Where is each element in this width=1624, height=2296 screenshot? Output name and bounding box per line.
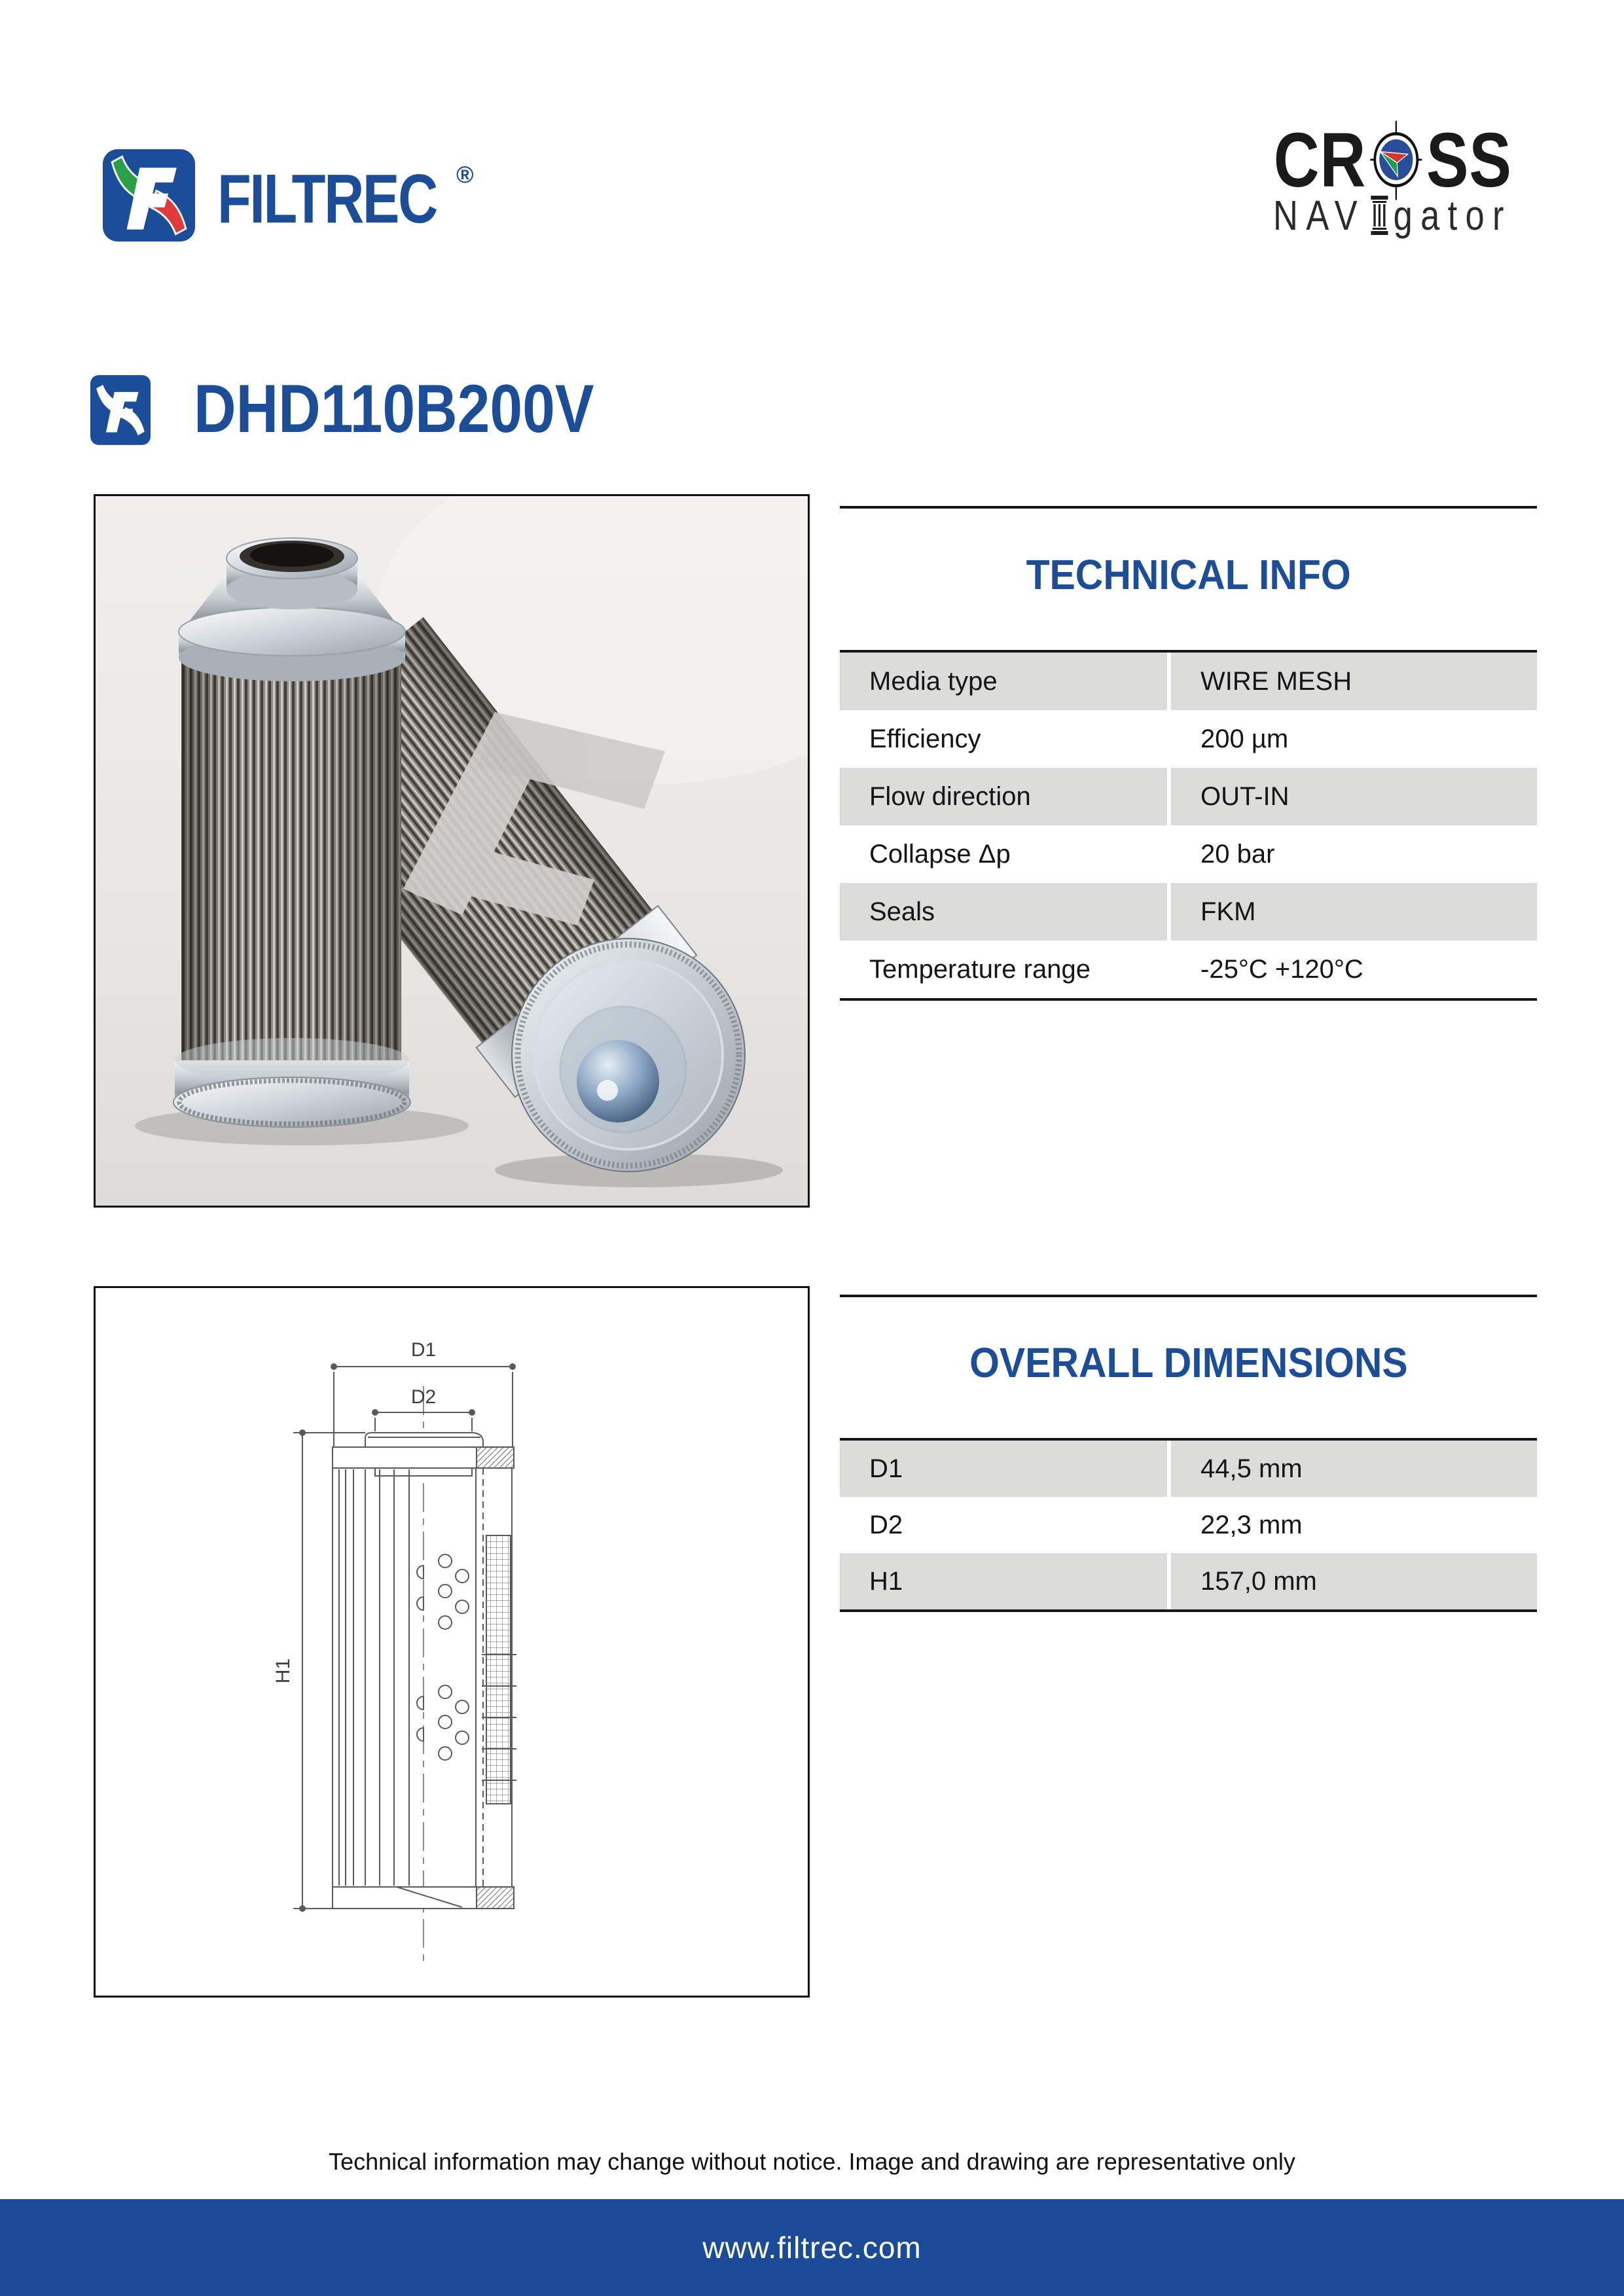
dim-label-d2: D2 bbox=[410, 1386, 437, 1408]
cross-navigator-logo bbox=[1273, 119, 1512, 238]
row-value: 200 µm bbox=[1171, 710, 1537, 768]
row-label: Flow direction bbox=[840, 768, 1167, 825]
page-title bbox=[194, 370, 659, 448]
table-row bbox=[840, 1497, 1537, 1553]
filtrec-wordmark bbox=[217, 156, 492, 242]
column-icon bbox=[1371, 196, 1388, 235]
product-code: DHD110B200V bbox=[194, 371, 594, 447]
row-label: D1 bbox=[840, 1441, 1167, 1497]
table-row bbox=[840, 653, 1537, 710]
row-label: Temperature range bbox=[840, 941, 1167, 998]
technical-info-table bbox=[840, 650, 1537, 1001]
product-photo-box bbox=[94, 494, 810, 1208]
dim-label-h1: H1 bbox=[272, 1658, 294, 1684]
row-label: Seals bbox=[840, 883, 1167, 941]
technical-drawing bbox=[96, 1288, 808, 1996]
table-row bbox=[840, 710, 1537, 768]
dim-label-d1: D1 bbox=[410, 1339, 437, 1361]
table-row bbox=[840, 883, 1537, 941]
nav-text: NAV bbox=[1273, 192, 1366, 239]
overall-dimensions-title bbox=[840, 1330, 1537, 1395]
row-value: OUT-IN bbox=[1171, 768, 1537, 825]
table-row bbox=[840, 1553, 1537, 1609]
row-label: Media type bbox=[840, 653, 1167, 710]
section-divider-technical bbox=[840, 506, 1537, 509]
technical-info-title bbox=[840, 542, 1537, 607]
website-link[interactable]: www.filtrec.com bbox=[702, 2231, 922, 2265]
row-value: FKM bbox=[1171, 883, 1537, 941]
row-value: 20 bar bbox=[1171, 825, 1537, 883]
cross-text-right: SS bbox=[1426, 117, 1512, 204]
product-photo bbox=[96, 496, 808, 1206]
table-row bbox=[840, 768, 1537, 825]
product-title-icon bbox=[90, 375, 151, 445]
row-label: H1 bbox=[840, 1553, 1167, 1609]
cross-logo-line1 bbox=[1273, 119, 1512, 202]
footer-bar bbox=[0, 2199, 1624, 2296]
lying-filter-endcap bbox=[512, 939, 745, 1172]
filtrec-logo-icon bbox=[101, 149, 196, 242]
table-row bbox=[840, 1441, 1537, 1497]
table-row bbox=[840, 941, 1537, 998]
section-divider-dimensions bbox=[840, 1295, 1537, 1297]
row-value: 22,3 mm bbox=[1171, 1497, 1537, 1553]
brand-text: FILTREC bbox=[217, 160, 437, 238]
compass-icon bbox=[1369, 119, 1424, 202]
cross-logo-line2 bbox=[1273, 192, 1512, 238]
row-value: -25°C +120°C bbox=[1171, 941, 1537, 998]
row-value: 157,0 mm bbox=[1171, 1553, 1537, 1609]
standing-filter bbox=[173, 538, 410, 1127]
table-row bbox=[840, 825, 1537, 883]
overall-dimensions-table bbox=[840, 1438, 1537, 1612]
technical-drawing-box bbox=[94, 1286, 810, 1998]
row-value: WIRE MESH bbox=[1171, 653, 1537, 710]
gator-text: gator bbox=[1393, 192, 1512, 239]
row-label: D2 bbox=[840, 1497, 1167, 1553]
row-label: Efficiency bbox=[840, 710, 1167, 768]
row-label: Collapse Δp bbox=[840, 825, 1167, 883]
overall-dimensions-title-text: OVERALL DIMENSIONS bbox=[969, 1339, 1408, 1386]
registered-mark: ® bbox=[456, 161, 474, 188]
cross-text-left: CR bbox=[1274, 117, 1367, 204]
technical-info-title-text: TECHNICAL INFO bbox=[1026, 551, 1351, 598]
row-value: 44,5 mm bbox=[1171, 1441, 1537, 1497]
disclaimer-text: Technical information may change without notice. Image and drawing are representative only bbox=[329, 2148, 1295, 2175]
